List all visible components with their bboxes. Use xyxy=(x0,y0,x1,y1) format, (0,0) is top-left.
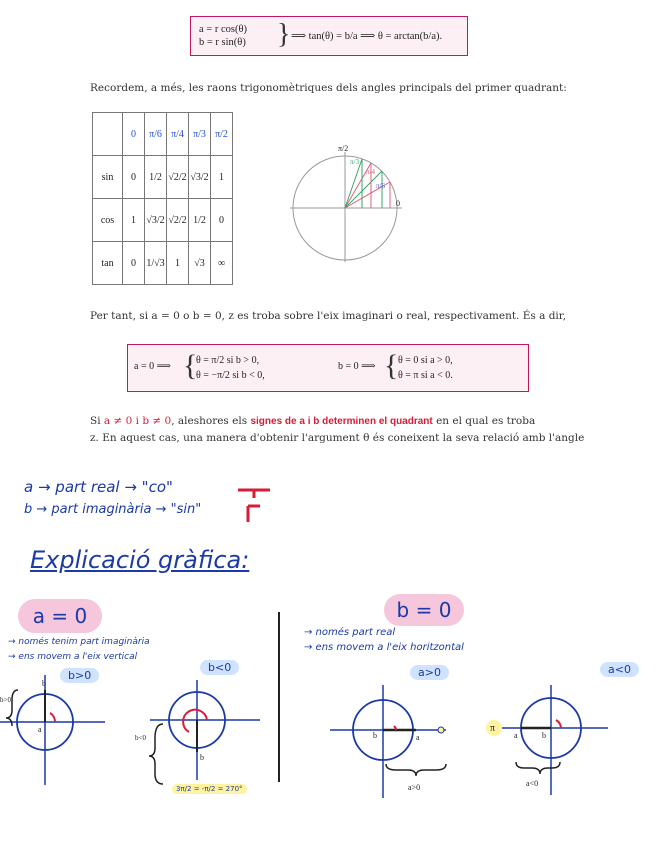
table-cell: 1/2 xyxy=(189,199,211,242)
table-header-cell: π/3 xyxy=(189,113,211,156)
angle-arc xyxy=(50,713,55,722)
table-cell: 0 xyxy=(123,242,145,285)
table-cell: 1/√3 xyxy=(145,242,167,285)
left-note-2: → ens movem a l'eix vertical xyxy=(8,652,138,662)
table-header-cell xyxy=(93,113,123,156)
label-zero: 0 xyxy=(396,199,400,208)
hw-line-a: a → part real → "co" xyxy=(24,478,173,496)
case-right-lhs: b = 0 ⟹ xyxy=(338,361,376,372)
point-b: b xyxy=(373,731,377,740)
cases-box: a = 0 ⟹ { θ = π/2 si b > 0, θ = −π/2 si b < 0, b = 0 ⟹ { θ = 0 si a > 0, θ = π si a < 0. xyxy=(127,344,529,392)
diagram-b-negative xyxy=(135,680,265,800)
explicacio-heading: Explicació gràfica: xyxy=(30,546,250,574)
hw-line-b: b → part imaginària → "sin" xyxy=(24,502,202,517)
si-condition: a ≠ 0 i b ≠ 0 xyxy=(103,415,172,427)
label-a-gt-0: a>0 xyxy=(410,665,449,680)
table-row xyxy=(93,156,233,199)
table-cell: √2/2 xyxy=(167,199,189,242)
table-cell: √3/2 xyxy=(189,156,211,199)
label-a-lt-0: a<0 xyxy=(600,662,639,677)
angle-note: 3π/2 = -π/2 = 270° xyxy=(172,784,247,794)
point-b: b xyxy=(200,753,204,762)
si-prefix: Si xyxy=(90,415,104,427)
si-highlight: signes de a i b determinen el quadrant xyxy=(250,416,433,427)
right-note-1: → només part real xyxy=(304,627,396,638)
red-sign-marks xyxy=(232,478,277,523)
brace xyxy=(149,724,163,784)
point-a: a xyxy=(514,731,518,740)
label-pi-4: π/4 xyxy=(366,168,375,176)
table-cell: 1 xyxy=(123,199,145,242)
table-cell: 1 xyxy=(211,156,233,199)
label-b-lt-0: b<0 xyxy=(200,660,239,675)
point-b: b xyxy=(542,731,546,740)
brace-label: a<0 xyxy=(526,779,539,788)
right-note-2: → ens movem a l'eix horitzontal xyxy=(304,642,464,653)
formula-box: a = r cos(θ) b = r sin(θ) } ⟹ tan(θ) = b/a ⟹ θ = arctan(b/a). xyxy=(190,16,468,56)
brace xyxy=(516,762,560,774)
si-paragraph xyxy=(90,413,585,446)
table-cell: 1 xyxy=(167,242,189,285)
title-a-zero: a = 0 xyxy=(18,599,102,633)
table-cell: 0 xyxy=(123,156,145,199)
column-divider xyxy=(278,612,280,782)
formula-b: b = r sin(θ) xyxy=(199,37,246,48)
table-cell: √3/2 xyxy=(145,199,167,242)
title-b-zero: b = 0 xyxy=(384,594,464,626)
pi-label: π xyxy=(490,723,496,734)
point-a: a xyxy=(38,725,42,734)
angle-arc xyxy=(183,710,207,732)
trig-table xyxy=(92,112,233,285)
intro-text: Recordem, a més, les raons trigonomètriques dels angles principals del primer quadrant: xyxy=(90,82,567,94)
diagram-b-positive xyxy=(0,670,110,790)
case-left-lhs: a = 0 ⟹ xyxy=(134,361,171,372)
angle-arc xyxy=(556,720,561,728)
per-tant-text: Per tant, si a = 0 o b = 0, z es troba sobre l'eix imaginari o real, respectivament. És a dir, xyxy=(90,310,566,322)
table-cell: cos xyxy=(93,199,123,242)
table-cell: √3 xyxy=(189,242,211,285)
point-a: a xyxy=(416,733,420,742)
unit-circle-diagram xyxy=(290,140,410,265)
formula-a: a = r cos(θ) xyxy=(199,24,247,35)
si-suffix: en el qual es troba xyxy=(432,415,536,427)
table-cell: √2/2 xyxy=(167,156,189,199)
case-right-1: θ = 0 si a > 0, xyxy=(398,355,453,366)
brace xyxy=(386,764,446,776)
diagram-a-positive xyxy=(328,680,453,805)
table-row xyxy=(93,242,233,285)
table-header-cell: π/4 xyxy=(167,113,189,156)
table-header-cell: 0 xyxy=(123,113,145,156)
case-left-1: θ = π/2 si b > 0, xyxy=(196,355,260,366)
case-right-2: θ = π si a < 0. xyxy=(398,370,453,381)
label-pi-6: π/6 xyxy=(376,182,385,190)
brace-label: b<0 xyxy=(135,734,146,742)
brace-label: a>0 xyxy=(408,783,421,792)
point-b: b xyxy=(42,679,46,688)
formula-implication: ⟹ tan(θ) = b/a ⟹ θ = arctan(b/a). xyxy=(291,31,443,42)
left-note-1: → només tenim part imaginària xyxy=(8,637,150,647)
brace-label: b>0 xyxy=(0,696,11,704)
si-middle: , aleshores els xyxy=(171,415,251,427)
table-cell: tan xyxy=(93,242,123,285)
si-line2: z. En aquest cas, una manera d'obtenir l'argument θ és coneixent la seva relació amb l'angle xyxy=(90,432,585,444)
table-header-cell: π/6 xyxy=(145,113,167,156)
label-pi-3: π/3 xyxy=(350,158,359,166)
table-cell: sin xyxy=(93,156,123,199)
diagram-a-negative xyxy=(486,680,611,805)
label-b-gt-0: b>0 xyxy=(60,668,99,683)
point-marker xyxy=(438,727,444,733)
table-cell: 0 xyxy=(211,199,233,242)
case-left-2: θ = −π/2 si b < 0, xyxy=(196,370,265,381)
table-cell: 1/2 xyxy=(145,156,167,199)
label-pi-2: π/2 xyxy=(338,144,349,153)
table-header-cell: π/2 xyxy=(211,113,233,156)
table-cell: ∞ xyxy=(211,242,233,285)
table-row xyxy=(93,199,233,242)
